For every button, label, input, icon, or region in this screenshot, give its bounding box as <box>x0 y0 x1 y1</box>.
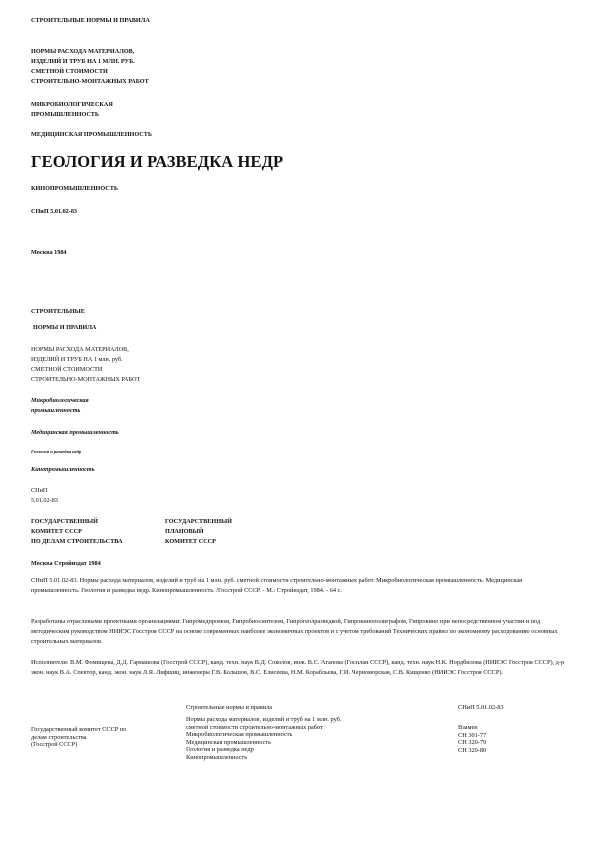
title-norms-line: СТРОИТЕЛЬНО-МОНТАЖНЫХ РАБОТ <box>31 376 141 383</box>
cover-code: СНиП 5.01.02-83 <box>31 208 78 215</box>
table-left-line: делам строительства <box>31 733 87 741</box>
title-snip: СНиП <box>31 487 48 494</box>
title-micro-line: промышленность <box>31 407 81 414</box>
cover-norms-line: СМЕТНОЙ СТОИМОСТИ <box>31 68 108 75</box>
table-left-line: Государственный комитет СССР по <box>31 726 127 733</box>
title-medical: Медицинская промышленность <box>31 429 119 436</box>
citation-paragraph: СНиП 5.01.02-83. Нормы расхода материалов, изделий и труб на 1 млн. руб. сметной стоимости строительно-монтажных работ. Микробиологическая промышленность. Медицинская промышленность. Геология и разведка недр. Кинопромышленность. /Госстрой СССР. - М.: Стройиздат, 1984. - 64 с. <box>31 577 523 594</box>
committee-left-line: ГОСУДАРСТВЕННЫЙ <box>31 518 98 525</box>
series-title: СТРОИТЕЛЬНЫЕ НОРМЫ И ПРАВИЛА <box>31 17 150 24</box>
cover-norms-block <box>31 47 149 87</box>
table-middle-line: Микробиологическая промышленность <box>186 731 293 739</box>
table-middle-line: сметной стоимости строительно-монтажных работ <box>186 723 323 731</box>
performers-paragraph: Исполнители: В.М. Фомищева, Д.Д. Гармашова (Госстрой СССР), канд. техн. наук В.Д. Соколов, инж. В.С. Агапова (Госплан СССР), канд. техн. наук Н.К. Нордбилова (НИИЭС Госстроя СССР), д-р экон. наук В.А. Спектор, канд. экон. наук Л.Я. Лифшиц, инженеры Г.В. Большов, В.С. Елисеева, Н.М. Корабльева, Г.И. Черноморская, С.В. Кищенко (НИИЭС Госстроя СССР). <box>31 659 565 676</box>
title-norms-block <box>31 345 140 385</box>
cover-place-year: Москва 1984 <box>31 249 67 256</box>
developed-by-paragraph: Разработаны отраслевыми проектными организациями: Гипромедпромом, Гипробиосинтезом, Гипрогеолразведкой, Гипрокинополиграфом, Гипрокино при непосредственном участии и под методическим руководством НИИЭС Госстроя СССР на основе современных наиболее экономичных проектов и с учетом требований Технических правил по экономному расходованию основных строительных материалов. <box>31 618 558 645</box>
title-geology: Геология и разведка недр <box>31 449 82 454</box>
table-col2-title: СНиП 5.01.02-83 <box>458 704 504 711</box>
title-norms-line: ИЗДЕЛИЙ И ТРУБ НА 1 млн. руб. <box>31 356 123 363</box>
committee-left <box>31 517 122 547</box>
committee-left-line: КОМИТЕТ СССР <box>31 528 82 535</box>
table-middle-line: Нормы расхода материалов, изделий и труб на 1 млн. руб. <box>186 716 342 723</box>
table-right-line: СН 320-80 <box>458 746 487 754</box>
cover-micro-block <box>31 100 113 120</box>
cover-geology-heading: ГЕОЛОГИЯ И РАЗВЕДКА НЕДР <box>31 152 284 171</box>
table-middle-line: Медицинская промышленность <box>186 738 271 746</box>
title-line-2: НОРМЫ И ПРАВИЛА <box>33 324 97 331</box>
committee-left-line: ПО ДЕЛАМ СТРОИТЕЛЬСТВА <box>31 538 123 545</box>
committee-right <box>165 517 232 547</box>
title-micro-block <box>31 396 89 416</box>
table-right-line: СН 320-79 <box>458 739 487 747</box>
table-col1-title: Строительные нормы и правила <box>186 704 273 711</box>
cover-medical: МЕДИЦИНСКАЯ ПРОМЫШЛЕННОСТЬ <box>31 131 152 138</box>
publisher-line: Москва Стройиздат 1984 <box>31 560 101 567</box>
cover-norms-line: СТРОИТЕЛЬНО-МОНТАЖНЫХ РАБОТ <box>31 78 149 85</box>
title-code: 5.01.02-83 <box>31 497 58 504</box>
cover-norms-line: ИЗДЕЛИЙ И ТРУБ НА 1 МЛН. РУБ. <box>31 58 135 65</box>
title-norms-line: НОРМЫ РАСХОДА МАТЕРИАЛОВ, <box>31 346 129 353</box>
title-micro-line: Микробиологическая <box>31 397 89 404</box>
table-middle-line: Кинопромышленность <box>186 753 248 761</box>
committee-right-line: ГОСУДАРСТВЕННЫЙ <box>165 518 232 525</box>
table-middle-cell <box>186 716 341 762</box>
table-right-line: СН 301-77 <box>458 731 487 739</box>
cover-micro-line: ПРОМЫШЛЕННОСТЬ <box>31 111 100 118</box>
cover-micro-line: МИКРОБИОЛОГИЧЕСКАЯ <box>31 101 113 108</box>
table-right-cell <box>458 724 486 754</box>
committee-right-line: КОМИТЕТ СССР <box>165 538 216 545</box>
title-norms-line: СМЕТНОЙ СТОИМОСТИ <box>31 366 103 373</box>
table-left-cell <box>31 726 126 749</box>
cover-norms-line: НОРМЫ РАСХОДА МАТЕРИАЛОВ, <box>31 48 135 55</box>
title-kino: Кинопромышленность <box>31 466 95 473</box>
table-middle-line: Геология и разведка недр <box>186 746 254 754</box>
committee-right-line: ПЛАНОВЫЙ <box>165 528 204 535</box>
cover-kino: КИНОПРОМЫШЛЕННОСТЬ <box>31 185 118 192</box>
table-left-line: (Госстрой СССР) <box>31 741 78 749</box>
table-right-line: Взамен <box>458 724 478 731</box>
title-line-1: СТРОИТЕЛЬНЫЕ <box>31 308 85 315</box>
